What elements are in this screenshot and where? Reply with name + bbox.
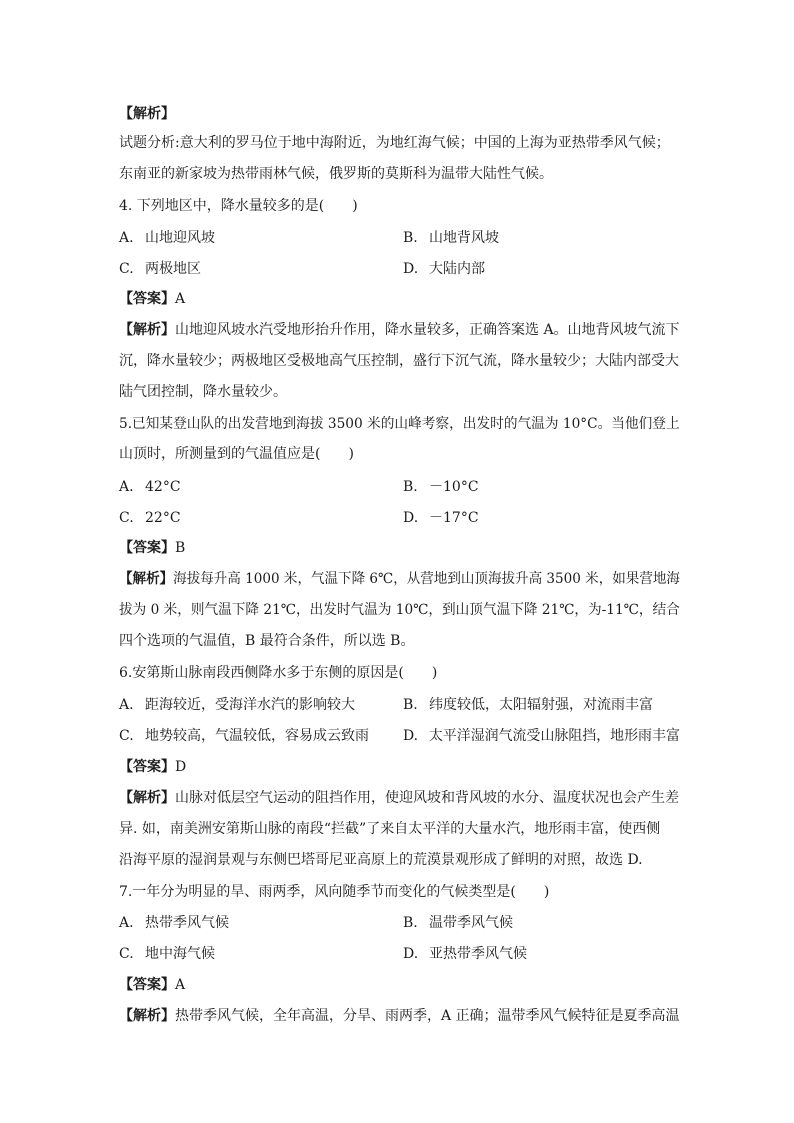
analysis-line: 【解析】热带季风气候，全年高温，分旱、雨两季，A 正确；温带季风气候特征是夏季高温 bbox=[119, 1008, 680, 1024]
option-d: D. 亚热带季风气候 bbox=[403, 946, 527, 962]
analysis-line: 【解析】山地迎风坡水汽受地形抬升作用，降水量较多，正确答案选 A。山地背风坡气流下 bbox=[119, 322, 680, 338]
question-stem: 4. 下列地区中，降水量较多的是( ) bbox=[119, 198, 358, 214]
answer-line: 【答案】B bbox=[119, 540, 186, 556]
answer-line: 【答案】D bbox=[119, 759, 187, 775]
option-b: B. 温带季风气候 bbox=[403, 915, 513, 931]
question-stem: 5.已知某登山队的出发营地到海拔 3500 米的山峰考察，出发时的气温为 10°C。当他们登上 bbox=[119, 416, 680, 432]
analysis-text-line: 四个选项的气温值，B 最符合条件，所以选 B。 bbox=[119, 633, 415, 649]
answer-value: A bbox=[175, 291, 186, 307]
analysis-text-line: 拔为 0 米，则气温下降 21℃，出发时气温为 10℃，到山顶气温下降 21℃，为-11℃，结合 bbox=[119, 602, 680, 618]
option-a: A. 山地迎风坡 bbox=[119, 230, 215, 246]
option-d: D. －17°C bbox=[403, 510, 479, 526]
analysis-text-line: 陆气团控制，降水量较少。 bbox=[119, 384, 287, 400]
option-a: A. 距海较近，受海洋水汽的影响较大 bbox=[119, 697, 355, 713]
answer-value: B bbox=[175, 540, 186, 556]
analysis-text-line: 沉，降水量较少；两极地区受极地高气压控制，盛行下沉气流，降水量较少；大陆内部受大 bbox=[119, 353, 679, 369]
analysis-text-line: 试题分析:意大利的罗马位于地中海附近，为地红海气候；中国的上海为亚热带季风气候； bbox=[119, 135, 670, 151]
option-b: B. 纬度较低，太阳辐射强，对流雨丰富 bbox=[403, 697, 653, 713]
option-c: C. 22°C bbox=[119, 510, 181, 526]
question-stem: 7.一年分为明显的旱、雨两季，风向随季节而变化的气候类型是( ) bbox=[119, 884, 550, 900]
answer-line: 【答案】A bbox=[119, 291, 186, 307]
answer-value: A bbox=[175, 977, 186, 993]
option-a: A. 42°C bbox=[119, 479, 181, 495]
analysis-text-line: 沿海平原的湿润景观与东侧巴塔哥尼亚高原上的荒漠景观形成了鲜明的对照，故选 D. bbox=[119, 852, 643, 868]
analysis-text-line: 东南亚的新家坡为热带雨林气候，俄罗斯的莫斯科为温带大陆性气候。 bbox=[119, 166, 553, 182]
option-b: B. 山地背风坡 bbox=[403, 230, 499, 246]
question-stem: 山顶时，所测量到的气温值应是( ) bbox=[119, 446, 354, 462]
question-stem: 6.安第斯山脉南段西侧降水多于东侧的原因是( ) bbox=[119, 665, 438, 681]
option-b: B. －10°C bbox=[403, 479, 479, 495]
analysis-line: 【解析】山脉对低层空气运动的阻挡作用，使迎风坡和背风坡的水分、温度状况也会产生差 bbox=[119, 790, 679, 806]
analysis-line: 【解析】海拔每升高 1000 米，气温下降 6℃，从营地到山顶海拔升高 3500 米，如果营地海 bbox=[119, 571, 680, 587]
option-c: C. 地势较高，气温较低，容易成云致雨 bbox=[119, 728, 369, 744]
answer-line: 【答案】A bbox=[119, 977, 186, 993]
option-c: C. 两极地区 bbox=[119, 261, 201, 277]
analysis-text-line: 异. 如，南美洲安第斯山脉的南段“拦截”了来自太平洋的大量水汽，地形雨丰富，使西侧 bbox=[119, 821, 661, 837]
option-d: D. 太平洋湿润气流受山脉阻挡，地形雨丰富 bbox=[403, 728, 680, 744]
option-c: C. 地中海气候 bbox=[119, 946, 215, 962]
answer-value: D bbox=[175, 759, 187, 775]
option-d: D. 大陆内部 bbox=[403, 261, 485, 277]
option-a: A. 热带季风气候 bbox=[119, 915, 229, 931]
analysis-heading: 【解析】 bbox=[119, 106, 175, 122]
